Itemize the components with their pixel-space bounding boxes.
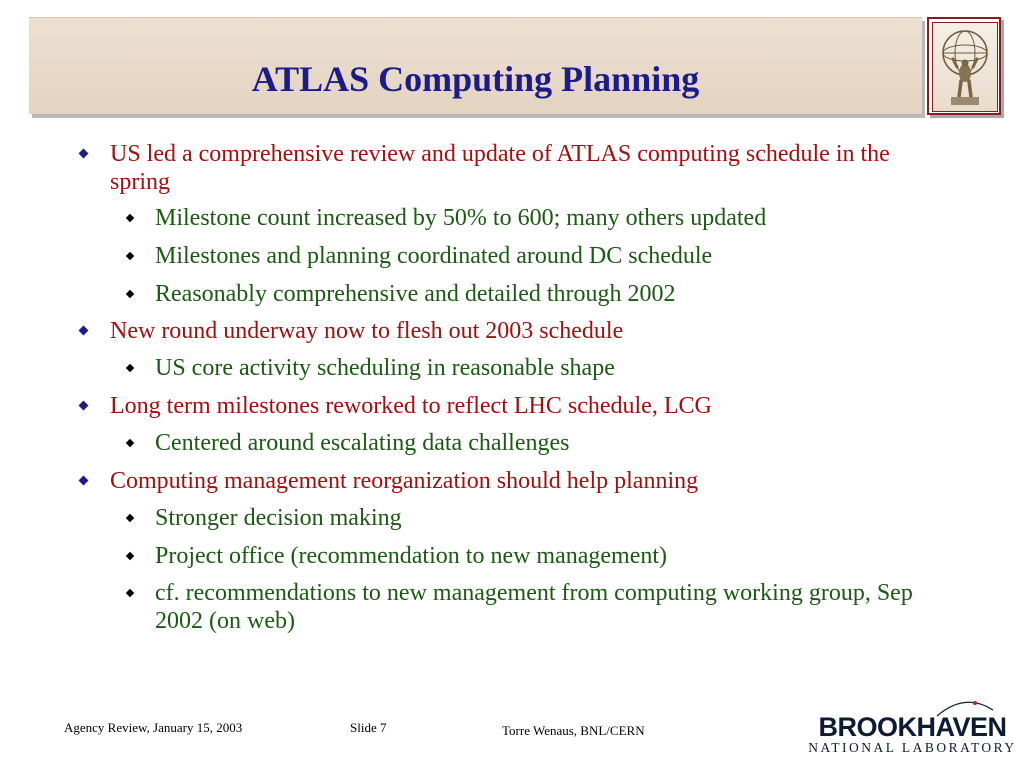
bullet-level2: Milestone count increased by 50% to 600; many others updated xyxy=(155,204,935,232)
slide-title: ATLAS Computing Planning xyxy=(251,59,700,99)
diamond-bullet-icon xyxy=(126,252,134,260)
bullet-level2: Project office (recommendation to new management) xyxy=(155,542,935,570)
bullet-level1: Computing management reorganization should help planning xyxy=(110,467,890,495)
diamond-bullet-icon xyxy=(126,589,134,597)
diamond-bullet-icon xyxy=(79,476,89,486)
atlas-logo-frame xyxy=(927,17,1001,115)
diamond-bullet-icon xyxy=(126,552,134,560)
bullet-level2: cf. recommendations to new management from computing working group, Sep 2002 (on web) xyxy=(155,579,935,635)
bullet-level2: Centered around escalating data challenges xyxy=(155,429,935,457)
diamond-bullet-icon xyxy=(126,214,134,222)
footer-slide-number: Slide 7 xyxy=(350,720,387,735)
bullet-level2: Stronger decision making xyxy=(155,504,935,532)
footer-author: Torre Wenaus, BNL/CERN xyxy=(502,723,645,738)
diamond-bullet-icon xyxy=(126,290,134,298)
bullet-level2: Milestones and planning coordinated around DC schedule xyxy=(155,242,935,270)
bullet-level1: Long term milestones reworked to reflect LHC schedule, LCG xyxy=(110,392,890,420)
title-band xyxy=(29,17,922,114)
bullet-level2: Reasonably comprehensive and detailed through 2002 xyxy=(155,280,935,308)
bullet-level2: US core activity scheduling in reasonable shape xyxy=(155,354,935,382)
diamond-bullet-icon xyxy=(126,439,134,447)
diamond-bullet-icon xyxy=(79,326,89,336)
atlas-figure-icon xyxy=(932,22,998,112)
brookhaven-logo xyxy=(805,698,1020,758)
footer-event: Agency Review, January 15, 2003 xyxy=(64,720,243,735)
diamond-bullet-icon xyxy=(126,514,134,522)
logo-subtitle: NATIONAL LABORATORY xyxy=(808,740,1017,755)
bullet-level1: New round underway now to flesh out 2003 schedule xyxy=(110,317,890,345)
bullet-level1: US led a comprehensive review and update of ATLAS computing schedule in the spring xyxy=(110,140,890,196)
diamond-bullet-icon xyxy=(79,149,89,159)
diamond-bullet-icon xyxy=(126,364,134,372)
logo-wordmark: BROOKHAVEN xyxy=(818,712,1007,742)
diamond-bullet-icon xyxy=(79,401,89,411)
